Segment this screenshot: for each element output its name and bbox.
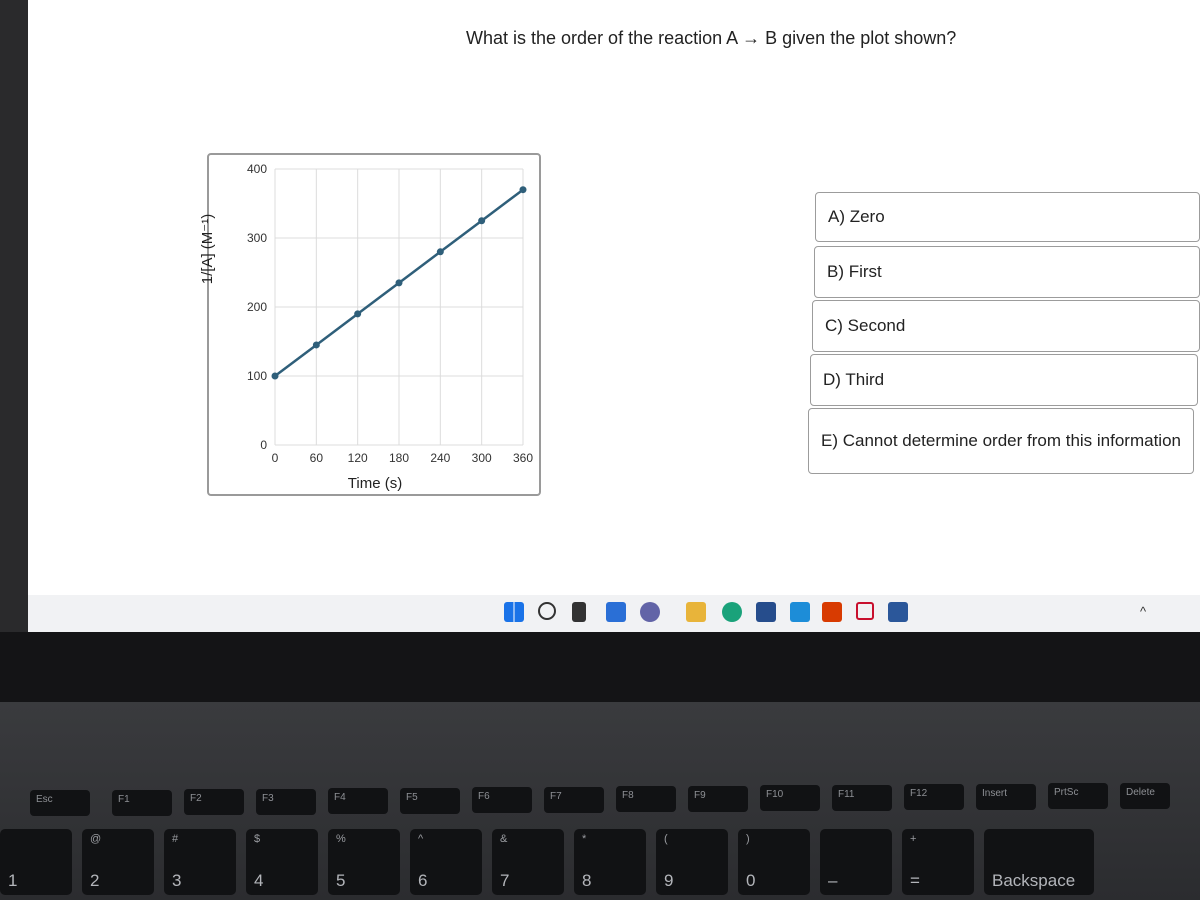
x-tick-label: 240 bbox=[430, 451, 451, 465]
number-key[interactable] bbox=[820, 829, 892, 895]
x-tick-label: 120 bbox=[347, 451, 368, 465]
data-point bbox=[272, 373, 279, 380]
option-a-button[interactable]: A) Zero bbox=[815, 192, 1200, 242]
x-tick-label: 0 bbox=[271, 451, 279, 465]
chart-panel bbox=[207, 153, 541, 496]
task-view-icon[interactable] bbox=[572, 602, 586, 622]
data-point bbox=[478, 217, 485, 224]
fn-key[interactable]: Insert bbox=[976, 784, 1036, 810]
number-key[interactable] bbox=[492, 829, 564, 895]
key-label: = bbox=[910, 871, 920, 890]
key-shift-label: * bbox=[582, 833, 587, 845]
number-key[interactable] bbox=[82, 829, 154, 895]
question-text: What is the order of the reaction A → B given the plot shown? bbox=[466, 28, 957, 48]
number-key[interactable] bbox=[328, 829, 400, 895]
key-shift-label: % bbox=[336, 833, 346, 845]
y-tick-label: 300 bbox=[246, 231, 267, 245]
store-icon[interactable] bbox=[756, 602, 776, 622]
fn-key[interactable]: F3 bbox=[256, 789, 316, 815]
fn-key[interactable]: F8 bbox=[616, 786, 676, 812]
fn-key[interactable]: F5 bbox=[400, 788, 460, 814]
mcafee-icon[interactable] bbox=[856, 602, 874, 620]
x-tick-label: 300 bbox=[471, 451, 492, 465]
fn-key[interactable]: F2 bbox=[184, 789, 244, 815]
fn-key[interactable]: F6 bbox=[472, 787, 532, 813]
option-e-button[interactable]: E) Cannot determine order from this information bbox=[808, 408, 1194, 474]
number-key[interactable] bbox=[410, 829, 482, 895]
fn-key[interactable]: F12 bbox=[904, 784, 964, 810]
fn-key[interactable]: Delete bbox=[1120, 783, 1170, 809]
y-tick-label: 0 bbox=[260, 438, 267, 452]
key-label: – bbox=[828, 871, 838, 890]
number-key[interactable] bbox=[246, 829, 318, 895]
key-shift-label: ^ bbox=[418, 833, 424, 845]
line-chart bbox=[209, 155, 543, 498]
key-label: 7 bbox=[500, 871, 510, 890]
data-point bbox=[354, 310, 361, 317]
key-shift-label: + bbox=[910, 833, 917, 845]
key-shift-label: ) bbox=[746, 833, 750, 845]
y-axis-label: 1/[A] (M⁻¹) bbox=[199, 213, 216, 285]
y-tick-label: 400 bbox=[246, 162, 267, 176]
option-b-button[interactable]: B) First bbox=[814, 246, 1200, 298]
number-key[interactable] bbox=[902, 829, 974, 895]
key-label: 2 bbox=[90, 871, 100, 890]
y-tick-label: 200 bbox=[246, 300, 267, 314]
y-tick-label: 100 bbox=[246, 369, 267, 383]
key-label: 5 bbox=[336, 871, 346, 890]
fn-key[interactable]: F7 bbox=[544, 787, 604, 813]
fn-key[interactable]: PrtSc bbox=[1048, 783, 1108, 809]
windows-start-icon[interactable] bbox=[504, 602, 524, 622]
key-label: 0 bbox=[746, 871, 756, 890]
key-label: Backspace bbox=[992, 871, 1076, 890]
option-d-button[interactable]: D) Third bbox=[810, 354, 1198, 406]
tray-icons[interactable]: ^ bbox=[1140, 604, 1147, 619]
data-point bbox=[396, 279, 403, 286]
keyboard bbox=[0, 702, 1200, 900]
key-label: 1 bbox=[8, 871, 18, 890]
key-shift-label: @ bbox=[90, 833, 102, 845]
fn-key[interactable]: F10 bbox=[760, 785, 820, 811]
fn-key[interactable]: Esc bbox=[30, 790, 90, 816]
x-axis-label: Time (s) bbox=[347, 475, 403, 492]
fn-key[interactable]: F4 bbox=[328, 788, 388, 814]
laptop-bezel-left bbox=[0, 0, 28, 632]
key-label: 8 bbox=[582, 871, 592, 890]
x-tick-label: 60 bbox=[309, 451, 324, 465]
fn-key[interactable]: F11 bbox=[832, 785, 892, 811]
key-label: 3 bbox=[172, 871, 182, 890]
word-icon[interactable] bbox=[888, 602, 908, 622]
key-label: 9 bbox=[664, 871, 674, 890]
number-key[interactable] bbox=[164, 829, 236, 895]
app-l-icon[interactable] bbox=[790, 602, 810, 622]
fn-key[interactable]: F1 bbox=[112, 790, 172, 816]
search-icon[interactable] bbox=[538, 602, 556, 620]
key-label: 4 bbox=[254, 871, 264, 890]
number-key[interactable] bbox=[656, 829, 728, 895]
number-key[interactable] bbox=[574, 829, 646, 895]
number-key[interactable] bbox=[738, 829, 810, 895]
key-shift-label: # bbox=[172, 833, 179, 845]
data-point bbox=[437, 248, 444, 255]
office-icon[interactable] bbox=[822, 602, 842, 622]
number-key[interactable] bbox=[984, 829, 1094, 895]
widgets-icon[interactable] bbox=[606, 602, 626, 622]
option-c-button[interactable]: C) Second bbox=[812, 300, 1200, 352]
x-tick-label: 360 bbox=[512, 451, 534, 465]
file-explorer-icon[interactable] bbox=[686, 602, 706, 622]
x-tick-label: 180 bbox=[388, 451, 410, 465]
number-key[interactable] bbox=[0, 829, 72, 895]
edge-icon[interactable] bbox=[722, 602, 742, 622]
data-point bbox=[520, 186, 527, 193]
key-label: 6 bbox=[418, 871, 428, 890]
key-shift-label: $ bbox=[254, 833, 261, 845]
key-shift-label: ( bbox=[664, 833, 668, 845]
teams-chat-icon[interactable] bbox=[640, 602, 660, 622]
laptop-bezel-bottom bbox=[0, 632, 1200, 702]
fn-key[interactable]: F9 bbox=[688, 786, 748, 812]
data-point bbox=[313, 341, 320, 348]
key-shift-label: & bbox=[500, 833, 508, 845]
